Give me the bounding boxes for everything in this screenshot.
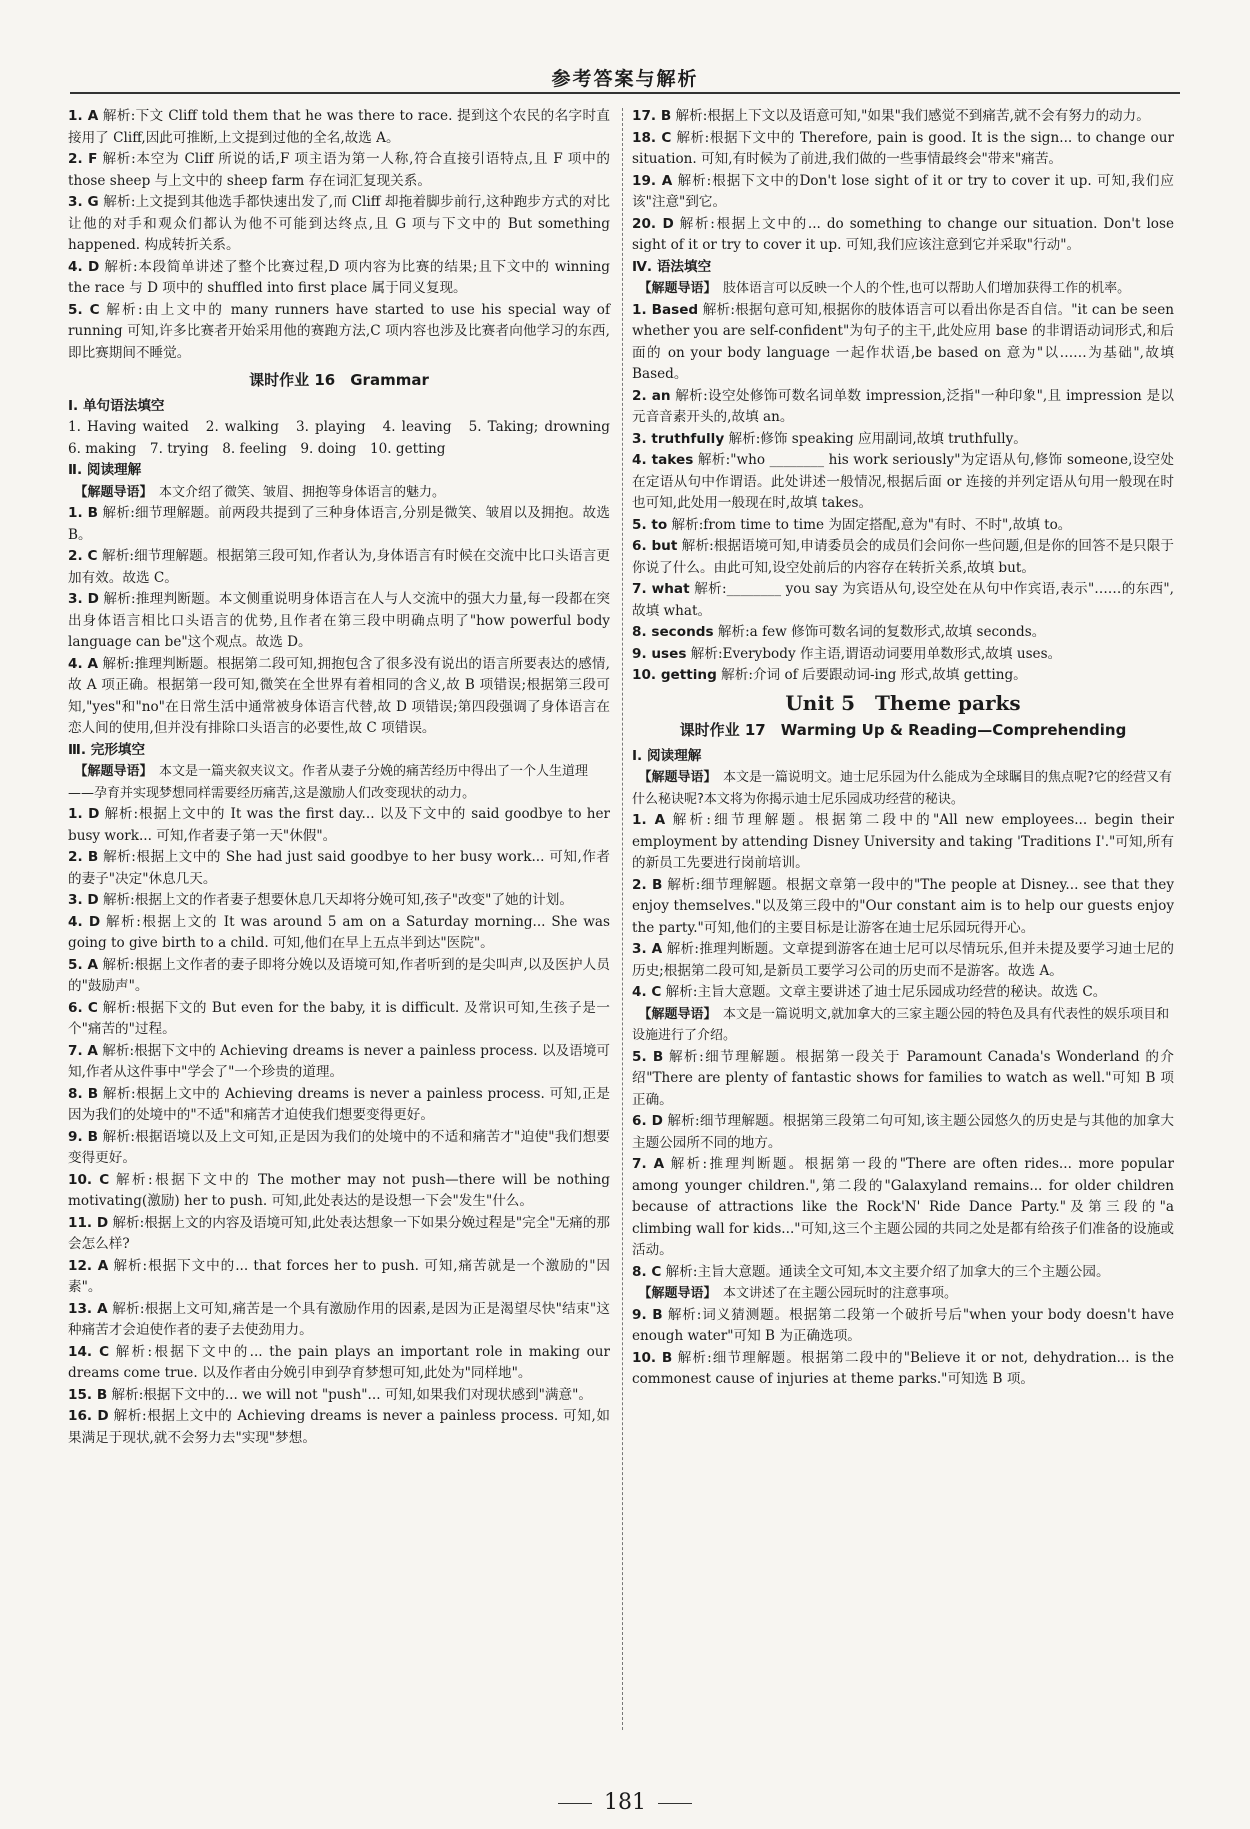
answer-item (68, 955, 610, 998)
answer-number: 4. C (632, 984, 662, 1000)
answer-number: 7. A (632, 1156, 665, 1172)
answer-item (68, 589, 610, 654)
section-heading: Ⅰ. 单句语法填空 (68, 397, 165, 414)
answer-explanation: 解析:________ you say 为宾语从句,设空处在从句中作宾语,表示"……的东西",故填 what。 (632, 581, 1174, 619)
answer-explanation: 解析:"who ________ his work seriously"为定语从句,修饰 someone,设空处在定语从句中作谓语。此处讲述一般情况,根据后面 or 连接的并列定语从句用一般现在时也可知,此处用一般现在时,故填 takes。 (632, 452, 1174, 511)
answer-explanation: 解析:细节理解题。根据第二段中的"All new employees... begin their employment by attending Disney University and taking 'Traditions I'."可知,所有的新员工先要进行岗前培训。 (632, 812, 1174, 871)
answer-explanation: 解析:根据下文中的... that forces her to push. 可知,痛苦就是一个激励的"因素"。 (68, 1257, 610, 1295)
answer-item (68, 1041, 610, 1084)
page-footer (0, 1790, 1250, 1815)
page-header (70, 60, 1180, 100)
answer-number: 10. getting (632, 667, 717, 683)
answer-item (68, 1256, 610, 1299)
answer-item (632, 429, 1174, 451)
answer-item (68, 300, 610, 365)
answer-explanation: 解析:推理判断题。根据第一段的"There are often rides... more popular among younger children.",第二段的"Galaxyland remains... for older children because of attractions like the Rock'N' Ride Dance Party."及第三段的"a climbing wall for kids..."可知,这三个主题公园的共同之处是都有给孩子们准备的设施或活动。 (632, 1156, 1174, 1258)
answer-explanation: 解析:下文 Cliff told them that he was there to race. 提到这个农民的名字时直接用了 Cliff,因此可推断,上文提到过他的全名,故选 A。 (68, 108, 610, 146)
answer-explanation: 解析:from time to time 为固定搭配,意为"有时、不时",故填 to。 (671, 516, 1072, 533)
answer-explanation: 解析:根据下文中的... we will not "push"... 可知,如果我们对现状感到"满意"。 (111, 1386, 592, 1403)
answer-explanation: 解析:推理判断题。文章提到游客在迪士尼可以尽情玩乐,但并未提及要学习迪士尼的历史;根据第二段可知,是新员工要学习公司的历史而不是游客。故选 A。 (632, 941, 1174, 979)
answer-item (632, 1111, 1174, 1154)
passage-intro-text: 本文介绍了微笑、皱眉、拥抱等身体语言的魅力。 (159, 484, 446, 500)
answer-explanation: 解析:细节理解题。根据第三段可知,作者认为,身体语言有时候在交流中比口头语言更加有效。故选 C。 (68, 548, 610, 586)
lesson-heading: 课时作业 16 Grammar (249, 371, 429, 389)
passage-intro (68, 482, 610, 504)
answer-list: 1. Having waited 2. walking 3. playing 4. leaving 5. Taking; drowning 6. making 7. trying 8. feeling 9. doing 10. getting (68, 419, 624, 457)
answer-explanation: 解析:根据上文的 It was around 5 am on a Saturday morning... She was going to give birth to a child. 可知,他们在早上五点半到达"医院"。 (68, 913, 611, 951)
answer-item (632, 644, 1174, 666)
answer-explanation: 解析:细节理解题。前两段共提到了三种身体语言,分别是微笑、皱眉以及拥抱。故选 B。 (68, 505, 610, 543)
answer-item (68, 847, 610, 890)
answer-number: 8. C (632, 1263, 662, 1280)
answer-explanation: 解析:根据上下文以及语意可知,"如果"我们感觉不到痛苦,就不会有努力的动力。 (675, 108, 1150, 124)
answer-item (68, 1385, 610, 1407)
answer-number: 6. but (632, 538, 678, 554)
answer-explanation: 解析:修饰 speaking 应用副词,故填 truthfully。 (728, 430, 1027, 447)
answer-number: 6. D (632, 1113, 663, 1129)
answer-number: 3. G (68, 194, 99, 210)
answer-number: 17. B (632, 108, 672, 124)
passage-intro (632, 278, 1174, 300)
answer-item (68, 106, 610, 149)
answer-item (68, 546, 610, 589)
answer-number: 4. A (68, 655, 99, 672)
answer-item (632, 214, 1174, 257)
answer-number: 19. A (632, 172, 673, 189)
answer-item (68, 1299, 610, 1342)
answer-item (632, 536, 1174, 579)
footer-dash-right (658, 1803, 692, 1804)
passage-intro-text: 本文是一篇说明文。迪士尼乐园为什么能成为全球瞩目的焦点呢?它的经营又有什么秘诀呢?本文将为你揭示迪士尼乐园成功经营的秘诀。 (632, 770, 1172, 807)
answer-explanation: 解析:根据上文可知,痛苦是一个具有激励作用的因素,是因为正是渴望尽快"结束"这种痛苦才会迫使作者的妻子去使劲用力。 (68, 1300, 611, 1338)
passage-intro-label: 【解题导语】 (645, 281, 711, 296)
answer-item (68, 654, 610, 740)
passage-intro (632, 1004, 1174, 1047)
answer-number: 2. B (68, 849, 99, 865)
passage-intro-label: 【解题导语】 (645, 770, 711, 785)
passage-intro (632, 767, 1174, 810)
answer-number: 20. D (632, 215, 674, 232)
answer-item (632, 810, 1174, 875)
right-column (632, 106, 1174, 1391)
answer-number: 1. A (632, 812, 666, 828)
answer-number: 9. uses (632, 645, 687, 662)
answer-item (68, 890, 610, 912)
passage-intro (632, 1283, 1174, 1305)
answer-number: 12. A (68, 1257, 109, 1274)
answer-number: 4. takes (632, 452, 694, 468)
answer-item (68, 1170, 610, 1213)
answer-item (68, 503, 610, 546)
page-title: 参考答案与解析 (539, 68, 710, 90)
answer-number: 4. D (68, 913, 101, 930)
answer-item (632, 128, 1174, 171)
answer-explanation: 解析:细节理解题。根据文章第一段中的"The people at Disney... see that they enjoy themselves."以及第三段中的"Our constant aim is to help our guests enjoy the party."可知,他们的主要目标是让游客在迪士尼乐园玩得开心。 (632, 876, 1174, 936)
answer-item (632, 579, 1174, 622)
answer-explanation: 解析:本段简单讲述了整个比赛过程,D 项内容为比赛的结果;且下文中的 winning the race 与 D 项中的 shuffled into first place 属于同义复现。 (68, 258, 610, 296)
answer-explanation: 解析:设空处修饰可数名词单数 impression,泛指"一种印象",且 impression 是以元音音素开头的,故填 an。 (632, 387, 1174, 425)
answer-item (68, 257, 610, 300)
answer-number: 1. D (68, 806, 100, 822)
answer-item (632, 1305, 1174, 1348)
answer-number: 9. B (632, 1306, 663, 1323)
answer-explanation: 解析:根据下文中的 The mother may not push—there will be nothing motivating(激励) her to push. 可知,此处表达的是设想一下会"发生"什么。 (68, 1171, 611, 1209)
answer-explanation: 解析:根据下文的 But even for the baby, it is difficult. 及常识可知,生孩子是一个"痛苦的"过程。 (68, 999, 610, 1037)
answer-number: 3. D (68, 591, 99, 607)
answer-item (68, 804, 610, 847)
answer-item (632, 515, 1174, 537)
answer-item (68, 1127, 610, 1170)
answer-explanation: 解析:由上文中的 many runners have started to use his special way of running 可知,许多比赛者开始采用他的赛跑方法,C 项内容也涉及比赛者向他学习的东西,即比赛期间不睡觉。 (68, 301, 611, 361)
answer-explanation: 解析:Everybody 作主语,谓语动词要用单数形式,故填 uses。 (690, 645, 1062, 662)
answer-item (632, 300, 1174, 386)
answer-item (632, 875, 1174, 940)
passage-intro-text: 肢体语言可以反映一个人的个性,也可以帮助人们增加获得工作的机率。 (723, 281, 1131, 296)
answer-number: 13. A (68, 1300, 108, 1317)
answer-number: 2. B (632, 876, 663, 893)
answer-number: 1. A (68, 108, 99, 124)
answer-number: 6. C (68, 999, 98, 1016)
passage-intro-text: 本文讲述了在主题公园玩时的注意事项。 (723, 1286, 958, 1301)
answer-number: 11. D (68, 1214, 109, 1231)
answer-number: 8. seconds (632, 624, 714, 640)
answer-explanation: 解析:a few 修饰可数名词的复数形式,故填 seconds。 (717, 624, 1046, 640)
answer-number: 16. D (68, 1408, 109, 1424)
answer-number: 7. A (68, 1042, 98, 1059)
answer-item (632, 1348, 1174, 1391)
answer-number: 5. to (632, 516, 668, 533)
answer-number: 2. an (632, 387, 671, 404)
answer-explanation: 解析:细节理解题。根据第二段中的"Believe it or not, dehydration... is the commonest cause of injuries at theme parks."可知选 B 项。 (632, 1349, 1174, 1387)
answer-number: 10. C (68, 1171, 110, 1188)
answer-item (68, 1084, 610, 1127)
answer-explanation: 解析:根据语境可知,申请委员会的成员们会问你一些问题,但是你的回答不是只限于你说了什么。由此可知,设空处前后的内容存在转折关系,故填 but。 (632, 538, 1174, 576)
answer-item (632, 982, 1174, 1004)
answer-number: 7. what (632, 581, 690, 597)
answer-number: 18. C (632, 129, 672, 146)
answer-item (632, 622, 1174, 644)
answer-number: 4. D (68, 258, 100, 275)
answer-explanation: 解析:根据上文中的 It was the first day... 以及下文中的 said goodbye to her busy work... 可知,作者妻子第一天"休假"。 (68, 806, 611, 844)
answer-explanation: 解析:根据下文中的 Achieving dreams is never a painless process. 以及语境可知,作者从这件事中"学会了"一个珍贵的道理。 (68, 1042, 610, 1080)
answer-item (632, 939, 1174, 982)
answer-number: 3. truthfully (632, 430, 725, 447)
answer-explanation: 解析:主旨大意题。通读全文可知,本文主要介绍了加拿大的三个主题公园。 (665, 1263, 1110, 1280)
answer-number: 1. B (68, 505, 98, 521)
passage-intro-label: 【解题导语】 (645, 1286, 711, 1301)
answer-number: 5. C (68, 301, 100, 318)
answer-item (68, 1213, 610, 1256)
section-heading: Ⅱ. 阅读理解 (68, 462, 142, 478)
answer-item (68, 912, 610, 955)
answer-item (632, 106, 1174, 128)
answer-explanation: 解析:根据上文中的 She had just said goodbye to her busy work... 可知,作者的妻子"决定"休息几天。 (68, 849, 611, 887)
answer-item (632, 171, 1174, 214)
section-heading: Ⅳ. 语法填空 (632, 258, 712, 275)
answer-item (632, 386, 1174, 429)
answer-number: 2. F (68, 151, 98, 167)
answer-number: 14. C (68, 1343, 110, 1360)
answer-item (68, 192, 610, 257)
lesson-heading: 课时作业 17 Warming Up & Reading—Comprehending (679, 721, 1127, 739)
answer-item (68, 1406, 610, 1449)
answer-number: 5. B (632, 1048, 664, 1065)
answer-item (68, 1342, 610, 1385)
answer-explanation: 解析:根据上文中的 Achieving dreams is never a painless process. 可知,正是因为我们的处境中的"不适"和痛苦才迫使我们想要变得更好。 (68, 1085, 610, 1123)
answer-explanation: 解析:根据上文中的 Achieving dreams is never a painless process. 可知,如果满足于现状,就不会努力去"实现"梦想。 (68, 1408, 610, 1446)
answer-explanation: 解析:根据上文作者的妻子即将分娩以及语境可知,作者听到的是尖叫声,以及医护人员的"鼓励声"。 (68, 956, 610, 994)
answer-number: 9. B (68, 1128, 98, 1145)
answer-number: 3. A (632, 941, 663, 957)
answer-item (632, 665, 1174, 687)
answer-explanation: 解析:细节理解题。根据第三段第二句可知,该主题公园悠久的历史是与其他的加拿大主题公园所不同的地方。 (632, 1113, 1174, 1151)
answer-explanation: 解析:根据下文中的 Therefore, pain is good. It is the sign... to change our situation. 可知,有时候为了前进,我们做的一些事情最终会"带来"痛苦。 (632, 129, 1174, 167)
section-heading: Ⅰ. 阅读理解 (632, 747, 702, 764)
column-divider (622, 108, 623, 1730)
answer-explanation: 解析:根据上文的内容及语境可知,此处表达想象一下如果分娩过程是"完全"无痛的那会怎么样? (68, 1214, 610, 1252)
unit-heading: Unit 5 Theme parks (785, 690, 1021, 715)
left-column (68, 106, 624, 1449)
answer-explanation: 解析:根据上文的作者妻子想要休息几天却将分娩可知,孩子"改变"了她的计划。 (102, 892, 573, 908)
passage-intro (68, 761, 610, 804)
answer-item (632, 1047, 1174, 1112)
answer-explanation: 解析:主旨大意题。文章主要讲述了迪士尼乐园成功经营的秘诀。故选 C。 (665, 984, 1107, 1000)
answer-explanation: 解析:根据语境以及上文可知,正是因为我们的处境中的不适和痛苦才"迫使"我们想要变得更好。 (68, 1128, 611, 1166)
answer-item (632, 1262, 1174, 1284)
answer-explanation: 解析:推理判断题。本文侧重说明身体语言在人与人交流中的强大力量,每一段都在突出身体语言相比口头语言的优势,且作者在第三段中明确点明了"how powerful body language can be"这个观点。故选 D。 (68, 591, 610, 650)
answer-explanation: 解析:细节理解题。根据第一段关于 Paramount Canada's Wonderland 的介绍"There are plenty of fantastic shows for families to watch as well."可知 B 项正确。 (632, 1048, 1175, 1108)
answer-number: 15. B (68, 1386, 108, 1403)
answer-explanation: 解析:上文提到其他选手都快速出发了,而 Cliff 却拖着脚步前行,这种跑步方式的对比让他的对手和观众们都认为他不可能到达终点,且 G 项与下文中的 But something happened. 构成转折关系。 (68, 194, 610, 253)
answer-number: 2. C (68, 548, 98, 564)
answer-item (632, 450, 1174, 515)
passage-intro-label: 【解题导语】 (81, 764, 147, 779)
answer-number: 3. D (68, 892, 99, 908)
answer-explanation: 解析:介词 of 后要跟动词-ing 形式,故填 getting。 (721, 667, 1027, 683)
answer-explanation: 解析:推理判断题。根据第二段可知,拥抱包含了很多没有说出的语言所要表达的感情,故 A 项正确。根据第一段可知,微笑在全世界有着相同的含义,故 B 项错误;根据第三段可知,"yes"和"no"在日常生活中通常被身体语言代替,故 D 项错误;第四段强调了身体语言在恋人间的使用,但并没有排除口头语言的必要性,故 C 项错误。 (68, 655, 610, 736)
answer-explanation: 解析:根据句意可知,根据你的肢体语言可以看出你是否自信。"it can be seen whether you are self-confident"为句子的主干,此处应用 base 的非谓语动词形式,和后面的 on your body language 一起作状语,be based on 意为"以……为基础",故填 Based。 (632, 301, 1174, 382)
answer-explanation: 解析:根据下文中的... the pain plays an important role in making our dreams come true. 以及作者由分娩引申到孕育梦想可知,此处为"同样地"。 (68, 1343, 611, 1381)
answer-item (68, 149, 610, 192)
answer-number: 10. B (632, 1349, 673, 1366)
answer-item (632, 1154, 1174, 1262)
page-number: 181 (604, 1790, 646, 1815)
answer-number: 5. A (68, 956, 99, 973)
answer-item (68, 998, 610, 1041)
passage-intro-text: 本文是一篇夹叙夹议文。作者从妻子分娩的痛苦经历中得出了一个人生道理——孕育并实现梦想同样需要经历痛苦,这是激励人们改变现状的动力。 (68, 764, 589, 801)
section-heading: Ⅲ. 完形填空 (68, 741, 146, 758)
footer-dash-left (558, 1803, 592, 1804)
answer-number: 8. B (68, 1085, 99, 1102)
answer-explanation: 解析:词义猜测题。根据第二段第一个破折号后"when your body doesn't have enough water"可知 B 为正确选项。 (632, 1306, 1175, 1344)
answer-explanation: 解析:根据上文中的... do something to change our situation. Don't lose sight of it or try to cover it up. 可知,我们应该注意到它并采取"行动"。 (632, 215, 1174, 253)
passage-intro-text: 本文是一篇说明文,就加拿大的三家主题公园的特色及具有代表性的娱乐项目和设施进行了介绍。 (632, 1006, 1170, 1043)
header-rule (70, 92, 1180, 94)
passage-intro-label: 【解题导语】 (645, 1006, 711, 1022)
answer-number: 1. Based (632, 301, 699, 318)
passage-intro-label: 【解题导语】 (81, 484, 147, 500)
answer-explanation: 解析:根据下文中的Don't lose sight of it or try to cover it up. 可知,我们应该"注意"到它。 (632, 172, 1174, 210)
answer-explanation: 解析:本空为 Cliff 所说的话,F 项主语为第一人称,符合直接引语特点,且 F 项中的 those sheep 与上文中的 sheep farm 存在词汇复现关系。 (68, 151, 610, 189)
